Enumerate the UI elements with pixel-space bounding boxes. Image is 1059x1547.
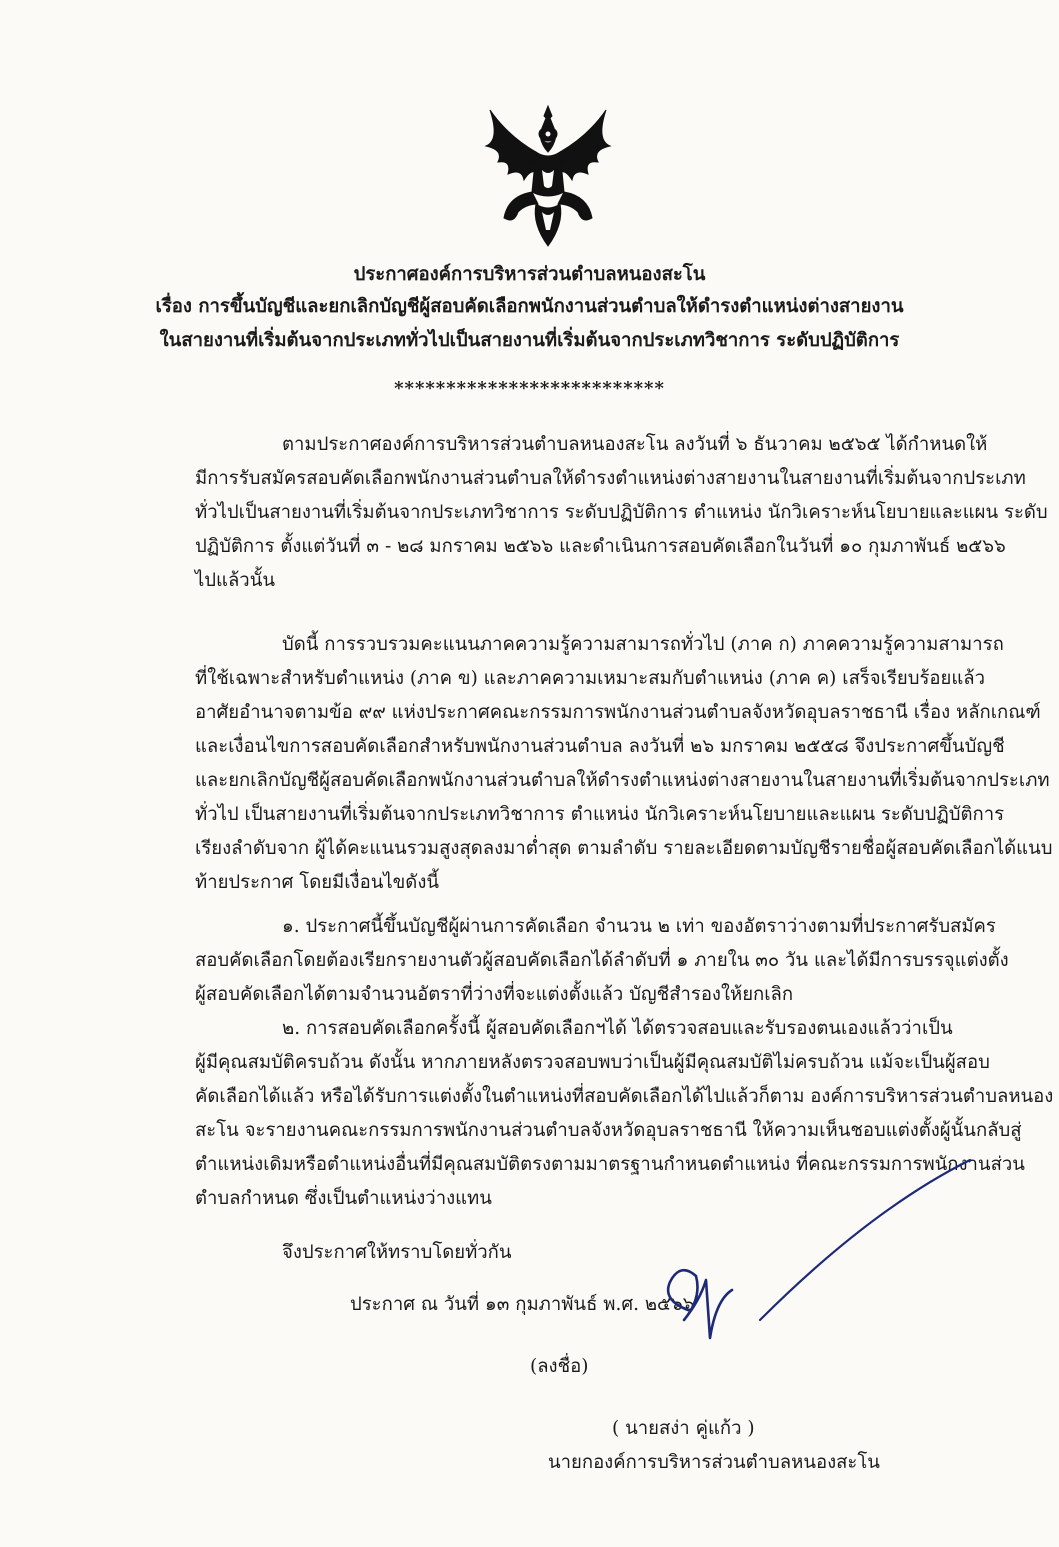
paragraph2-line: อาศัยอำนาจตามข้อ ๙๙ แห่งประกาศคณะกรรมการพนักงานส่วนตำบลจังหวัดอุบลราชธานี เรื่อง หลักเกณฑ์	[195, 702, 1041, 723]
handwritten-signature	[640, 1150, 980, 1360]
paragraph1-line: ทั่วไปเป็นสายงานที่เริ่มต้นจากประเภทวิชาการ ระดับปฏิบัติการ ตำแหน่ง นักวิเคราะห์นโยบายและแผน ระดับ	[195, 502, 1048, 523]
separator: **************************	[394, 378, 665, 399]
condition1-line: ผู้สอบคัดเลือกได้ตามจำนวนอัตราที่ว่างที่จะแต่งตั้งแล้ว บัญชีสำรองให้ยกเลิก	[195, 984, 794, 1005]
paragraph2-line: บัดนี้ การรวบรวมคะแนนภาคความรู้ความสามารถทั่วไป (ภาค ก) ภาคความรู้ความสามารถ	[282, 634, 1004, 655]
paragraph1-line: ไปแล้วนั้น	[195, 570, 275, 591]
signer-name: ( นายสง่า คู่แก้ว )	[612, 1418, 755, 1439]
paragraph1-line: ปฏิบัติการ ตั้งแต่วันที่ ๓ - ๒๘ มกราคม ๒๕๖๖ และดำเนินการสอบคัดเลือกในวันที่ ๑๐ กุมภาพันธ์ ๒๕๖๖	[195, 536, 1006, 557]
condition2-line: ตำแหน่งเดิมหรือตำแหน่งอื่นที่มีคุณสมบัติตรงตามมาตรฐานกำหนดตำแหน่ง ที่คณะกรรมการพนักงานส่วน	[195, 1154, 1025, 1175]
signer-title: นายกองค์การบริหารส่วนตำบลหนองสะโน	[548, 1452, 880, 1473]
condition2-line: ตำบลกำหนด ซึ่งเป็นตำแหน่งว่างแทน	[195, 1188, 492, 1209]
paragraph1-line: มีการรับสมัครสอบคัดเลือกพนักงานส่วนตำบลให้ดำรงตำแหน่งต่างสายงานในสายงานที่เริ่มต้นจากประเภท	[195, 468, 1026, 489]
paragraph2-line: เรียงลำดับจาก ผู้ได้คะแนนรวมสูงสุดลงมาต่ำสุด ตามลำดับ รายละเอียดตามบัญชีรายชื่อผู้สอบคัดเลือกได้แนบ	[195, 838, 1053, 859]
condition2-line: สะโน จะรายงานคณะกรรมการพนักงานส่วนตำบลจังหวัดอุบลราชธานี ให้ความเห็นชอบแต่งตั้งผู้นั้นกลับสู่	[195, 1120, 1022, 1141]
subject-line-1: เรื่อง การขึ้นบัญชีและยกเลิกบัญชีผู้สอบคัดเลือกพนักงานส่วนตำบลให้ดำรงตำแหน่งต่างสายงาน	[155, 296, 904, 317]
condition1-line: สอบคัดเลือกโดยต้องเรียกรายงานตัวผู้สอบคัดเลือกได้ลำดับที่ ๑ ภายใน ๓๐ วัน และได้มีการบรรจุแต่งตั้ง	[195, 950, 1009, 971]
paragraph2-line: ทั่วไป เป็นสายงานที่เริ่มต้นจากประเภทวิชาการ ตำแหน่ง นักวิเคราะห์นโยบายและแผน ระดับปฏิบัติการ	[195, 804, 1005, 825]
condition2-line: ๒. การสอบคัดเลือกครั้งนี้ ผู้สอบคัดเลือกฯได้ ได้ตรวจสอบและรับรองตนเองแล้วว่าเป็น	[282, 1018, 953, 1039]
closing-announce: จึงประกาศให้ทราบโดยทั่วกัน	[282, 1242, 512, 1263]
paragraph2-line: และเงื่อนไขการสอบคัดเลือกสำหรับพนักงานส่วนตำบล ลงวันที่ ๒๖ มกราคม ๒๕๕๘ จึงประกาศขึ้นบัญชี	[195, 736, 1005, 757]
announce-date: ประกาศ ณ วันที่ ๑๓ กุมภาพันธ์ พ.ศ. ๒๕๖๖	[350, 1294, 695, 1315]
condition1-line: ๑. ประกาศนี้ขึ้นบัญชีผู้ผ่านการคัดเลือก จำนวน ๒ เท่า ของอัตราว่างตามที่ประกาศรับสมัคร	[282, 916, 996, 937]
signed-label: (ลงชื่อ)	[530, 1356, 589, 1377]
condition2-line: คัดเลือกได้แล้ว หรือได้รับการแต่งตั้งในตำแหน่งที่สอบคัดเลือกได้ไปแล้วก็ตาม องค์การบริหารส่วนตำบลหนอง	[195, 1086, 1054, 1107]
condition2-line: ผู้มีคุณสมบัติครบถ้วน ดังนั้น หากภายหลังตรวจสอบพบว่าเป็นผู้มีคุณสมบัติไม่ครบถ้วน แม้จะเป็นผู้สอบ	[195, 1052, 990, 1073]
announcement-title: ประกาศองค์การบริหารส่วนตำบลหนองสะโน	[353, 264, 706, 285]
paragraph2-line: และยกเลิกบัญชีผู้สอบคัดเลือกพนักงานส่วนตำบลให้ดำรงตำแหน่งต่างสายงานในสายงานที่เริ่มต้นจากประเภท	[195, 770, 1050, 791]
subject-line-2: ในสายงานที่เริ่มต้นจากประเภททั่วไปเป็นสายงานที่เริ่มต้นจากประเภทวิชาการ ระดับปฏิบัติการ	[159, 330, 900, 351]
paragraph2-line: ท้ายประกาศ โดยมีเงื่อนไขดังนี้	[195, 872, 439, 893]
paragraph1-line: ตามประกาศองค์การบริหารส่วนตำบลหนองสะโน ลงวันที่ ๖ ธันวาคม ๒๕๖๕ ได้กำหนดให้	[282, 434, 988, 455]
garuda-emblem-icon	[478, 100, 618, 252]
paragraph2-line: ที่ใช้เฉพาะสำหรับตำแหน่ง (ภาค ข) และภาคความเหมาะสมกับตำแหน่ง (ภาค ค) เสร็จเรียบร้อยแล้ว	[195, 668, 986, 689]
